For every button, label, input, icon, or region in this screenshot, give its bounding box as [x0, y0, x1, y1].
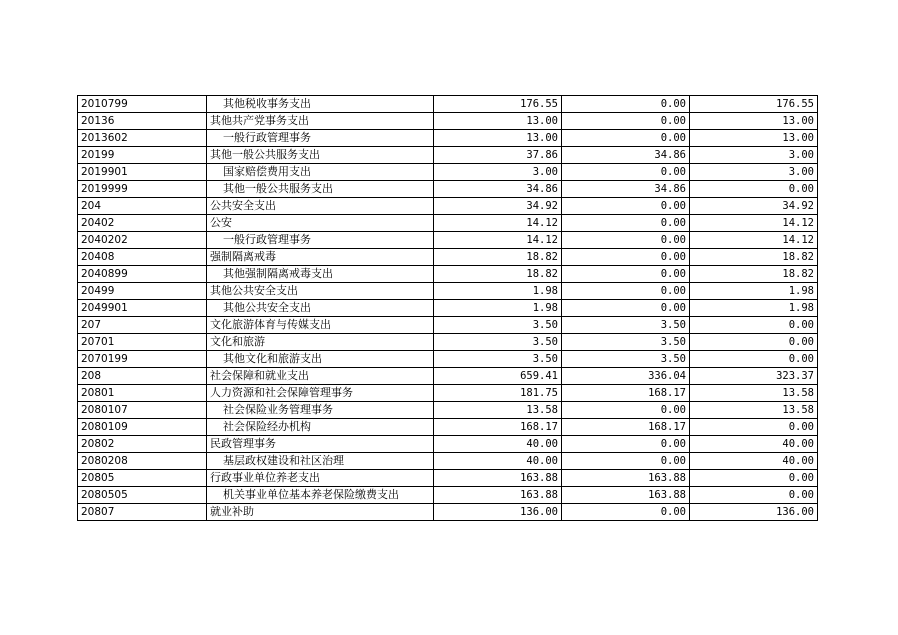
table-row: [78, 130, 818, 147]
total-amount-cell: 3.00: [434, 164, 562, 181]
subject-name-cell: 其他一般公共服务支出: [207, 181, 434, 198]
total-amount-cell: 1.98: [434, 300, 562, 317]
table-row: [78, 300, 818, 317]
project-expenditure-cell: 3.00: [690, 147, 818, 164]
total-amount-cell: 14.12: [434, 215, 562, 232]
basic-expenditure-cell: 0.00: [562, 113, 690, 130]
table-row: [78, 317, 818, 334]
project-expenditure-cell: 14.12: [690, 215, 818, 232]
subject-code-cell: 2080505: [78, 487, 207, 504]
project-expenditure-cell: 40.00: [690, 453, 818, 470]
subject-name-cell: 强制隔离戒毒: [207, 249, 434, 266]
basic-expenditure-cell: 0.00: [562, 283, 690, 300]
total-amount-cell: 34.86: [434, 181, 562, 198]
total-amount-cell: 18.82: [434, 266, 562, 283]
table-body: [78, 96, 818, 521]
table-row: [78, 96, 818, 113]
project-expenditure-cell: 0.00: [690, 317, 818, 334]
subject-name-cell: 机关事业单位基本养老保险缴费支出: [207, 487, 434, 504]
total-amount-cell: 3.50: [434, 334, 562, 351]
table-row: [78, 215, 818, 232]
subject-code-cell: 2080109: [78, 419, 207, 436]
subject-code-cell: 20199: [78, 147, 207, 164]
subject-code-cell: 2080107: [78, 402, 207, 419]
table-row: [78, 453, 818, 470]
basic-expenditure-cell: 3.50: [562, 334, 690, 351]
project-expenditure-cell: 0.00: [690, 351, 818, 368]
total-amount-cell: 1.98: [434, 283, 562, 300]
subject-code-cell: 20402: [78, 215, 207, 232]
subject-name-cell: 就业补助: [207, 504, 434, 521]
table-row: [78, 504, 818, 521]
subject-name-cell: 文化旅游体育与传媒支出: [207, 317, 434, 334]
basic-expenditure-cell: 0.00: [562, 232, 690, 249]
subject-name-cell: 公共安全支出: [207, 198, 434, 215]
table-row: [78, 113, 818, 130]
table-row: [78, 181, 818, 198]
total-amount-cell: 40.00: [434, 453, 562, 470]
table-row: [78, 351, 818, 368]
project-expenditure-cell: 1.98: [690, 283, 818, 300]
table-row: [78, 436, 818, 453]
project-expenditure-cell: 14.12: [690, 232, 818, 249]
table-row: [78, 334, 818, 351]
project-expenditure-cell: 323.37: [690, 368, 818, 385]
subject-name-cell: 一般行政管理事务: [207, 232, 434, 249]
total-amount-cell: 3.50: [434, 317, 562, 334]
subject-name-cell: 其他公共安全支出: [207, 300, 434, 317]
subject-code-cell: 20408: [78, 249, 207, 266]
subject-code-cell: 204: [78, 198, 207, 215]
basic-expenditure-cell: 168.17: [562, 419, 690, 436]
subject-code-cell: 20807: [78, 504, 207, 521]
expenditure-table: [77, 95, 818, 521]
project-expenditure-cell: 136.00: [690, 504, 818, 521]
subject-code-cell: 2013602: [78, 130, 207, 147]
total-amount-cell: 176.55: [434, 96, 562, 113]
subject-name-cell: 社会保障和就业支出: [207, 368, 434, 385]
project-expenditure-cell: 18.82: [690, 249, 818, 266]
total-amount-cell: 13.00: [434, 130, 562, 147]
table-row: [78, 164, 818, 181]
total-amount-cell: 18.82: [434, 249, 562, 266]
table-row: [78, 147, 818, 164]
project-expenditure-cell: 13.58: [690, 385, 818, 402]
subject-name-cell: 公安: [207, 215, 434, 232]
total-amount-cell: 168.17: [434, 419, 562, 436]
table-row: [78, 283, 818, 300]
subject-name-cell: 社会保险经办机构: [207, 419, 434, 436]
total-amount-cell: 3.50: [434, 351, 562, 368]
project-expenditure-cell: 0.00: [690, 419, 818, 436]
subject-code-cell: 2040899: [78, 266, 207, 283]
subject-code-cell: 2019901: [78, 164, 207, 181]
project-expenditure-cell: 40.00: [690, 436, 818, 453]
subject-name-cell: 行政事业单位养老支出: [207, 470, 434, 487]
project-expenditure-cell: 0.00: [690, 470, 818, 487]
project-expenditure-cell: 3.00: [690, 164, 818, 181]
basic-expenditure-cell: 0.00: [562, 402, 690, 419]
subject-name-cell: 其他税收事务支出: [207, 96, 434, 113]
table-row: [78, 368, 818, 385]
table-row: [78, 402, 818, 419]
subject-name-cell: 其他强制隔离戒毒支出: [207, 266, 434, 283]
total-amount-cell: 163.88: [434, 470, 562, 487]
subject-code-cell: 2080208: [78, 453, 207, 470]
total-amount-cell: 14.12: [434, 232, 562, 249]
subject-name-cell: 其他文化和旅游支出: [207, 351, 434, 368]
basic-expenditure-cell: 0.00: [562, 453, 690, 470]
subject-code-cell: 20499: [78, 283, 207, 300]
table-row: [78, 419, 818, 436]
basic-expenditure-cell: 0.00: [562, 300, 690, 317]
basic-expenditure-cell: 336.04: [562, 368, 690, 385]
table-row: [78, 249, 818, 266]
project-expenditure-cell: 176.55: [690, 96, 818, 113]
subject-name-cell: 一般行政管理事务: [207, 130, 434, 147]
basic-expenditure-cell: 0.00: [562, 215, 690, 232]
basic-expenditure-cell: 0.00: [562, 436, 690, 453]
table-row: [78, 470, 818, 487]
subject-code-cell: 2019999: [78, 181, 207, 198]
subject-name-cell: 文化和旅游: [207, 334, 434, 351]
total-amount-cell: 40.00: [434, 436, 562, 453]
basic-expenditure-cell: 0.00: [562, 130, 690, 147]
project-expenditure-cell: 13.00: [690, 113, 818, 130]
basic-expenditure-cell: 0.00: [562, 266, 690, 283]
subject-name-cell: 其他共产党事务支出: [207, 113, 434, 130]
basic-expenditure-cell: 34.86: [562, 147, 690, 164]
table-row: [78, 487, 818, 504]
project-expenditure-cell: 0.00: [690, 181, 818, 198]
project-expenditure-cell: 0.00: [690, 487, 818, 504]
project-expenditure-cell: 34.92: [690, 198, 818, 215]
basic-expenditure-cell: 0.00: [562, 249, 690, 266]
subject-code-cell: 20802: [78, 436, 207, 453]
basic-expenditure-cell: 168.17: [562, 385, 690, 402]
subject-name-cell: 社会保险业务管理事务: [207, 402, 434, 419]
table-row: [78, 266, 818, 283]
basic-expenditure-cell: 3.50: [562, 351, 690, 368]
total-amount-cell: 13.00: [434, 113, 562, 130]
subject-name-cell: 其他一般公共服务支出: [207, 147, 434, 164]
subject-code-cell: 20805: [78, 470, 207, 487]
basic-expenditure-cell: 34.86: [562, 181, 690, 198]
subject-code-cell: 2040202: [78, 232, 207, 249]
subject-code-cell: 20801: [78, 385, 207, 402]
subject-name-cell: 其他公共安全支出: [207, 283, 434, 300]
table-row: [78, 232, 818, 249]
subject-code-cell: 20701: [78, 334, 207, 351]
total-amount-cell: 163.88: [434, 487, 562, 504]
project-expenditure-cell: 1.98: [690, 300, 818, 317]
subject-name-cell: 国家赔偿费用支出: [207, 164, 434, 181]
project-expenditure-cell: 0.00: [690, 334, 818, 351]
subject-name-cell: 人力资源和社会保障管理事务: [207, 385, 434, 402]
total-amount-cell: 181.75: [434, 385, 562, 402]
subject-name-cell: 民政管理事务: [207, 436, 434, 453]
total-amount-cell: 136.00: [434, 504, 562, 521]
total-amount-cell: 34.92: [434, 198, 562, 215]
total-amount-cell: 659.41: [434, 368, 562, 385]
project-expenditure-cell: 18.82: [690, 266, 818, 283]
subject-code-cell: 2010799: [78, 96, 207, 113]
subject-code-cell: 2049901: [78, 300, 207, 317]
basic-expenditure-cell: 0.00: [562, 96, 690, 113]
basic-expenditure-cell: 0.00: [562, 198, 690, 215]
project-expenditure-cell: 13.58: [690, 402, 818, 419]
table-row: [78, 198, 818, 215]
basic-expenditure-cell: 163.88: [562, 470, 690, 487]
subject-name-cell: 基层政权建设和社区治理: [207, 453, 434, 470]
project-expenditure-cell: 13.00: [690, 130, 818, 147]
total-amount-cell: 37.86: [434, 147, 562, 164]
basic-expenditure-cell: 3.50: [562, 317, 690, 334]
subject-code-cell: 2070199: [78, 351, 207, 368]
basic-expenditure-cell: 0.00: [562, 164, 690, 181]
basic-expenditure-cell: 0.00: [562, 504, 690, 521]
subject-code-cell: 207: [78, 317, 207, 334]
table-row: [78, 385, 818, 402]
total-amount-cell: 13.58: [434, 402, 562, 419]
subject-code-cell: 208: [78, 368, 207, 385]
basic-expenditure-cell: 163.88: [562, 487, 690, 504]
subject-code-cell: 20136: [78, 113, 207, 130]
